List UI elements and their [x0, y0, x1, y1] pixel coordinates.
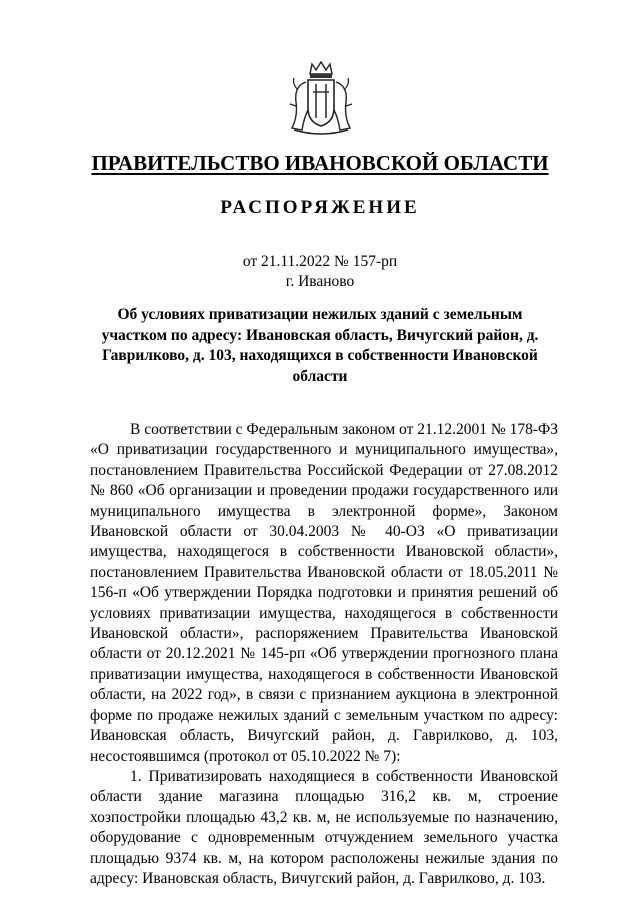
document-date-number: от 21.11.2022 № 157-рп — [242, 253, 398, 270]
authority-title — [0, 150, 640, 176]
document-type: РАСПОРЯЖЕНИЕ — [220, 197, 420, 218]
document-subject: Об условиях приватизации нежилых зданий с земельным участком по адресу: Ивановская область, Вичугский район, д. Гаврилково, д. 103, находящихся в собственности Ивановской области — [101, 306, 539, 385]
coat-of-arms-icon — [288, 60, 354, 136]
document-body — [90, 420, 558, 889]
document-meta — [0, 252, 640, 292]
body-preamble: В соответствии с Федеральным законом от 21.12.2001 № 178-ФЗ «О приватизации государственного и муниципального имущества», постановлением Правительства Российской Федерации от 27.08.2012 № 860 «Об организации и проведении продажи государственного или муниципального имущества в электронной форме», Законом Ивановской области от 30.04.2003 № 40-ОЗ «О приватизации имущества, находящегося в собственности Ивановской области», постановлением Правительства Ивановской области от 18.05.2011 № 156-п «Об утверждении Порядка подготовки и принятия решений об условиях приватизации имущества, находящегося в собственности Ивановской области», распоряжением Правительства Ивановской области от 20.12.2021 № 145-рп «Об утверждении прогнозного плана приватизации имущества, находящегося в собственности Ивановской области, на 2022 год», в связи с признанием аукциона в электронной форме по продаже нежилых зданий с земельным участком по адресу: Ивановская область, Вичугский район, д. Гаврилково, д. 103, несостоявшимся (протокол от 05.10.2022 № 7): — [90, 421, 558, 765]
document-place: г. Иваново — [285, 273, 355, 290]
authority-title-text: ПРАВИТЕЛЬСТВО ИВАНОВСКОЙ ОБЛАСТИ — [91, 151, 549, 175]
body-item-1: 1. Приватизировать находящиеся в собственности Ивановской области здание магазина площадью 316,2 кв. м, строение хозпостройки площадью 43,2 кв. м, не используемые по назначению, оборудование с одновременным отчуждением земельного участка площадью 9374 кв. м, на котором расположены нежилые здания по адресу: Ивановская область, Вичугский район, д. Гаврилково, д. 103. — [90, 767, 558, 887]
